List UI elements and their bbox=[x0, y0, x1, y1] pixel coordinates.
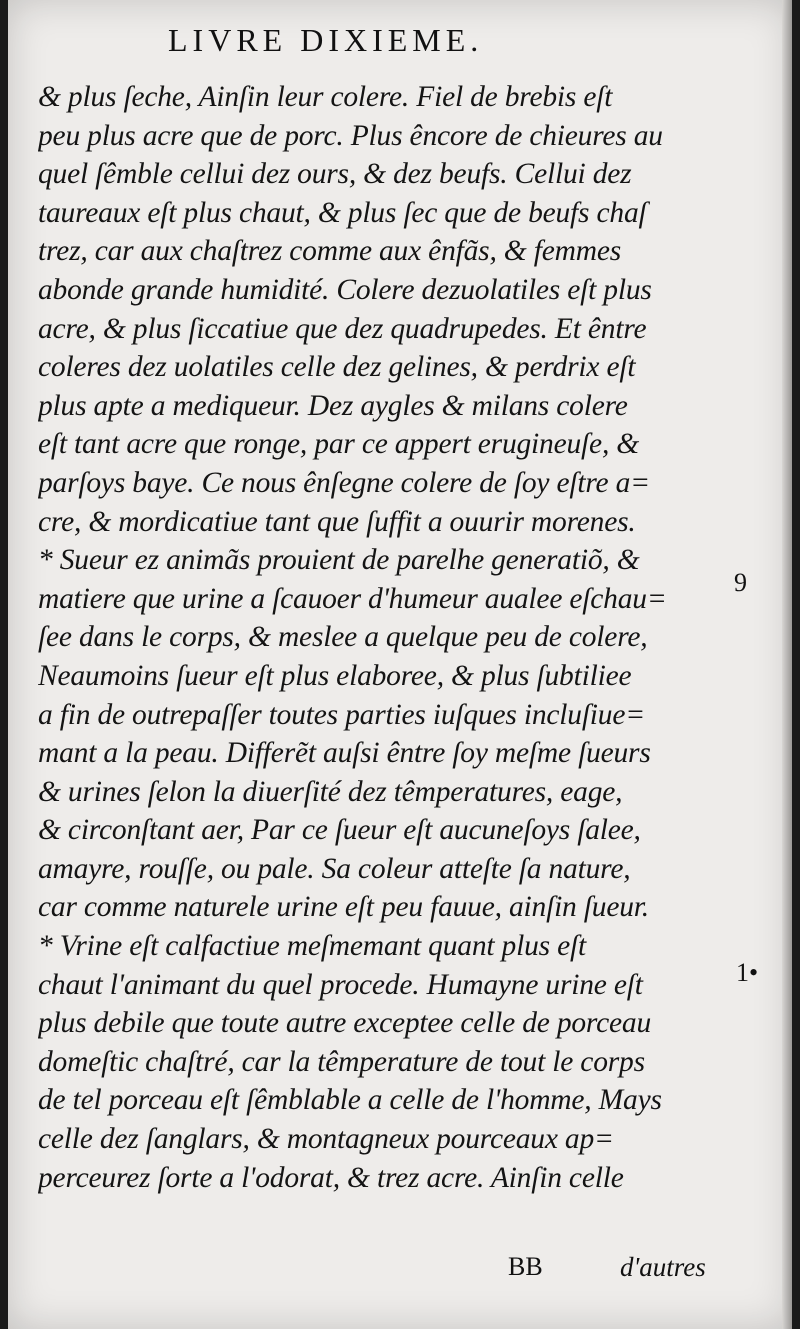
text-line: a fin de outrepaſſer toutes parties iuſques incluſiue= bbox=[38, 698, 645, 731]
text-line: Neaumoins ſueur eſt plus elaboree, & plus ſubtiliee bbox=[38, 659, 632, 692]
text-line: amayre, rouſſe, ou pale. Sa coleur atteſte ſa nature, bbox=[38, 852, 631, 885]
text-line: taureaux eſt plus chaut, & plus ſec que de beufs chaſ bbox=[38, 196, 647, 229]
text-line: de tel porceau eſt ſêmblable a celle de l'homme, Mays bbox=[38, 1084, 662, 1117]
text-line: & circonſtant aer, Par ce ſueur eſt aucuneſoys ſalee, bbox=[38, 814, 641, 847]
text-line: parſoys baye. Ce nous ênſegne colere de ſoy eſtre a= bbox=[38, 466, 650, 499]
text-line: ſee dans le corps, & meslee a quelque peu de colere, bbox=[38, 621, 648, 654]
text-line: abonde grande humidité. Colere dezuolatiles eſt plus bbox=[38, 273, 652, 306]
text-line: * Vrine eſt calfactiue meſmemant quant plus eſt bbox=[38, 930, 586, 963]
catchword: d'autres bbox=[620, 1252, 706, 1282]
text-line: chaut l'animant du quel procede. Humayne urine eſt bbox=[38, 968, 643, 1001]
text-line: matiere que urine a ſcauoer d'humeur aualee eſchau= bbox=[38, 582, 667, 615]
text-line: plus apte a mediqueur. Dez aygles & milans colere bbox=[38, 389, 628, 422]
text-line: quel ſêmble cellui dez ours, & dez beufs. Cellui dez bbox=[38, 158, 632, 191]
margin-note-9: 9 bbox=[734, 568, 747, 597]
book-page bbox=[8, 0, 792, 1329]
text-line: celle dez ſanglars, & montagneux pourceaux ap= bbox=[38, 1123, 614, 1156]
text-line: mant a la peau. Differẽt auſsi êntre ſoy meſme ſueurs bbox=[38, 737, 651, 770]
text-line: peu plus acre que de porc. Plus êncore de chieures au bbox=[38, 119, 663, 152]
body-text bbox=[38, 78, 738, 1197]
signature-mark: BB bbox=[508, 1252, 543, 1281]
text-line: * Sueur ez animãs prouient de parelhe generatiõ, & bbox=[38, 544, 640, 577]
text-line: acre, & plus ſiccatiue que dez quadrupedes. Et êntre bbox=[38, 312, 647, 345]
text-line: domeſtic chaſtré, car la têmperature de tout le corps bbox=[38, 1045, 645, 1078]
text-line: trez, car aux chaſtrez comme aux ênfãs, & femmes bbox=[38, 235, 621, 268]
text-line: & urines ſelon la diuerſité dez têmperatures, eage, bbox=[38, 775, 623, 808]
text-line: cre, & mordicatiue tant que ſuffit a ouurir morenes. bbox=[38, 505, 636, 538]
text-line: car comme naturele urine eſt peu fauue, ainſin ſueur. bbox=[38, 891, 649, 924]
text-line: & plus ſeche, Ainſin leur colere. Fiel de brebis eſt bbox=[38, 81, 613, 113]
text-line: coleres dez uolatiles celle dez gelines, & perdrix eſt bbox=[38, 351, 636, 384]
page-edge bbox=[782, 0, 792, 1329]
margin-note-10: 1• bbox=[736, 958, 759, 987]
text-line: perceurez ſorte a l'odorat, & trez acre. Ainſin celle bbox=[38, 1161, 624, 1194]
text-line: plus debile que toute autre exceptee celle de porceau bbox=[38, 1007, 652, 1040]
text-line: eſt tant acre que ronge, par ce appert erugineuſe, & bbox=[38, 428, 640, 461]
running-head: LIVRE DIXIEME. bbox=[168, 22, 484, 58]
